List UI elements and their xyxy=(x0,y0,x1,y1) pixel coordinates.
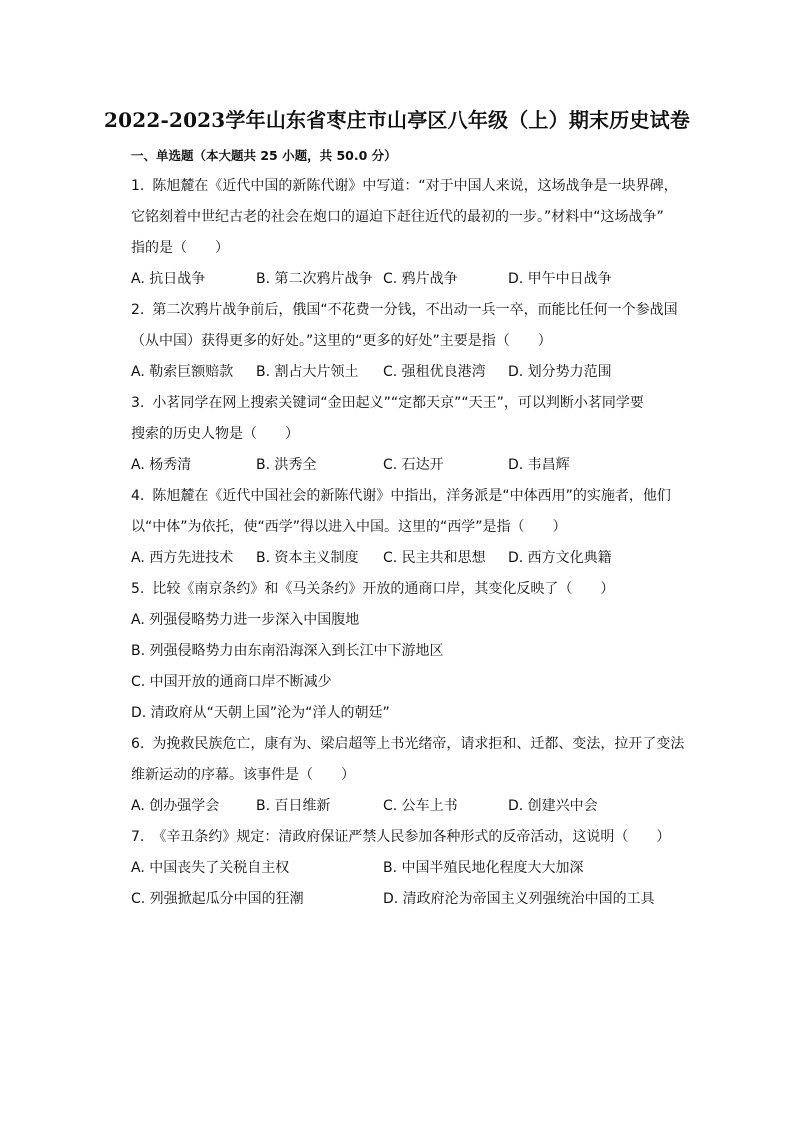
question-4-line-2: 以“中体”为依托，使“西学”得以进入中国。这里的“西学”是指（ ） xyxy=(131,519,567,535)
question-1-line-1: 1. 陈旭麓在《近代中国的新陈代谢》中写道：“对于中国人来说，这场战争是一块界碑， xyxy=(131,178,678,194)
question-1-line-2: 它铭刻着中世纪古老的社会在炮口的逼迫下赶往近代的最初的一步。”材料中“这场战争” xyxy=(131,209,664,225)
question-6-option-a: A. 创办强学会 xyxy=(131,798,220,814)
question-1-option-c: C. 鸦片战争 xyxy=(383,271,458,287)
question-6-option-d: D. 创建兴中会 xyxy=(508,798,598,814)
question-7-option-b: B. 中国半殖民地化程度大大加深 xyxy=(383,860,584,876)
question-3-line-2: 搜索的历史人物是（ ） xyxy=(131,426,299,442)
question-3-option-c: C. 石达开 xyxy=(383,457,444,473)
question-2-line-1: 2. 第二次鸦片战争前后，俄国“不花费一分钱，不出动一兵一卒，而能比任何一个参战国 xyxy=(131,302,678,318)
question-2-option-d: D. 划分势力范围 xyxy=(508,364,612,380)
question-6-line-2: 维新运动的序幕。该事件是（ ） xyxy=(131,767,355,783)
section-heading: 一、单选题（本大题共 25 小题，共 50.0 分） xyxy=(131,148,397,163)
question-6-option-b: B. 百日维新 xyxy=(256,798,331,814)
question-3-option-d: D. 韦昌辉 xyxy=(508,457,570,473)
question-4-option-d: D. 西方文化典籍 xyxy=(508,550,612,566)
question-3-line-1: 3. 小茗同学在网上搜索关键词“金田起义”“定都天京”“天王”，可以判断小茗同学要 xyxy=(131,395,644,411)
question-3-option-b: B. 洪秀全 xyxy=(256,457,317,473)
question-1-option-d: D. 甲午中日战争 xyxy=(508,271,612,287)
question-4-line-1: 4. 陈旭麓在《近代中国社会的新陈代谢》中指出，洋务派是“中体西用”的实施者，他们 xyxy=(131,488,671,504)
question-2-option-b: B. 割占大片领土 xyxy=(256,364,359,380)
question-3-option-a: A. 杨秀清 xyxy=(131,457,192,473)
question-4-option-a: A. 西方先进技术 xyxy=(131,550,234,566)
question-2-option-c: C. 强租优良港湾 xyxy=(383,364,486,380)
question-4-option-b: B. 资本主义制度 xyxy=(256,550,359,566)
question-2-line-2: （从中国）获得更多的好处。”这里的“更多的好处”主要是指（ ） xyxy=(131,333,552,349)
question-1-option-b: B. 第二次鸦片战争 xyxy=(256,271,373,287)
question-5-line-1: 5. 比较《南京条约》和《马关条约》开放的通商口岸，其变化反映了（ ） xyxy=(131,581,615,597)
question-6-option-c: C. 公车上书 xyxy=(383,798,458,814)
question-7-option-d: D. 清政府沦为帝国主义列强统治中国的工具 xyxy=(383,891,655,907)
question-4-option-c: C. 民主共和思想 xyxy=(383,550,486,566)
exam-title: 2022-2023学年山东省枣庄市山亭区八年级（上）期末历史试卷 xyxy=(103,108,691,132)
question-6-line-1: 6. 为挽救民族危亡，康有为、梁启超等上书光绪帝，请求拒和、迁都、变法，拉开了变法 xyxy=(131,736,685,752)
question-1-option-a: A. 抗日战争 xyxy=(131,271,206,287)
question-5-option-d: D. 清政府从“天朝上国”沦为“洋人的朝廷” xyxy=(131,705,390,721)
question-5-option-b: B. 列强侵略势力由东南沿海深入到长江中下游地区 xyxy=(131,643,444,659)
question-7-line-1: 7. 《辛丑条约》规定：清政府保证严禁人民参加各种形式的反帝活动，这说明（ ） xyxy=(131,829,671,845)
question-7-option-c: C. 列强掀起瓜分中国的狂潮 xyxy=(131,891,304,907)
question-2-option-a: A. 勒索巨额赔款 xyxy=(131,364,234,380)
question-5-option-a: A. 列强侵略势力进一步深入中国腹地 xyxy=(131,612,360,628)
question-5-option-c: C. 中国开放的通商口岸不断减少 xyxy=(131,674,332,690)
question-7-option-a: A. 中国丧失了关税自主权 xyxy=(131,860,290,876)
question-1-line-3: 指的是（ ） xyxy=(131,240,229,256)
